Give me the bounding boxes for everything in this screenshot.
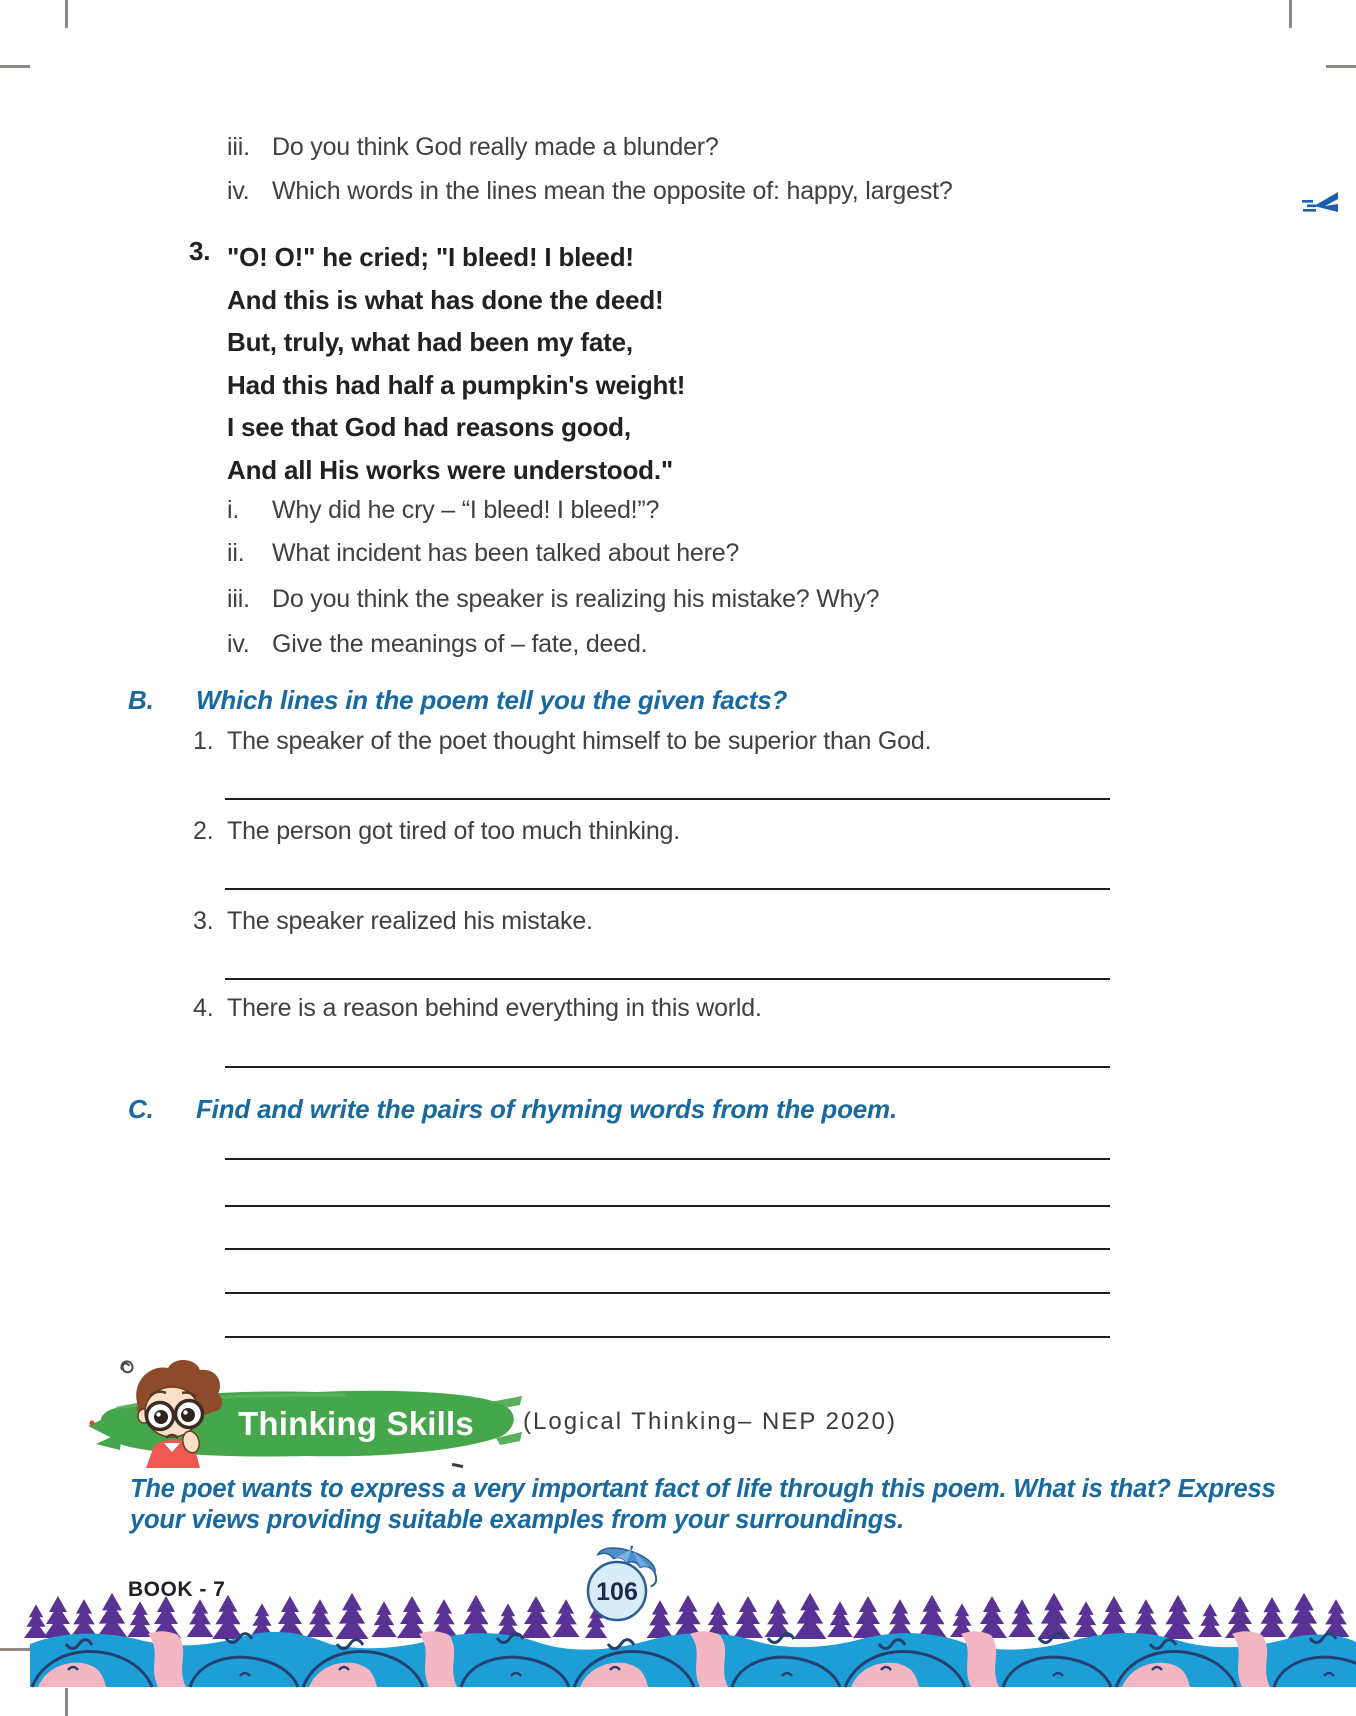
question-row	[227, 496, 659, 525]
question-numeral: iv.	[227, 630, 250, 658]
section-label: B.	[128, 685, 154, 715]
question-text: Do you think God really made a blunder?	[272, 133, 719, 161]
section-label: C.	[128, 1094, 154, 1124]
question-text: Do you think the speaker is realizing his mistake? Why?	[272, 585, 880, 613]
prompt-line: The poet wants to express a very important fact of life through this poem. What is that? Express	[130, 1475, 1276, 1503]
answer-line	[225, 1292, 1110, 1294]
answer-line	[225, 978, 1110, 980]
thinking-skills-banner-label: Thinking Skills	[238, 1405, 474, 1442]
page-number: 106	[596, 1578, 638, 1606]
question-row	[227, 133, 719, 162]
question-numeral: iii.	[227, 133, 250, 161]
answer-line	[225, 1066, 1110, 1068]
crop-mark-top-right-horizontal	[1326, 65, 1356, 68]
crop-mark-top-left-vertical	[65, 0, 68, 28]
thinking-boy-illustration	[92, 1348, 244, 1468]
banner-subtitle: (Logical Thinking– NEP 2020)	[523, 1408, 897, 1435]
question-numeral: iv.	[227, 177, 250, 205]
answer-line	[225, 1205, 1110, 1207]
fact-number: 3.	[193, 907, 214, 935]
fact-text: The speaker of the poet thought himself to be superior than God.	[227, 727, 932, 755]
poem-line: "O! O!" he cried; "I bleed! I bleed!	[227, 242, 634, 272]
question-text: Which words in the lines mean the opposite of: happy, largest?	[272, 177, 953, 205]
question-text: Why did he cry – “I bleed! I bleed!”?	[272, 496, 660, 524]
question-numeral: iii.	[227, 585, 250, 613]
fact-row	[193, 907, 593, 936]
paper-plane-icon	[1300, 190, 1342, 218]
fact-text: There is a reason behind everything in this world.	[227, 994, 762, 1022]
question-numeral: ii.	[227, 539, 245, 567]
fact-number: 2.	[193, 817, 214, 845]
stanza-number: 3.	[189, 236, 211, 266]
fact-number: 1.	[193, 727, 214, 755]
answer-line	[225, 888, 1110, 890]
section-title: Which lines in the poem tell you the given facts?	[196, 685, 788, 715]
scribble-icon	[121, 1361, 132, 1372]
fact-text: The person got tired of too much thinking.	[227, 817, 680, 845]
thinking-skills-prompt	[130, 1474, 1276, 1536]
poem-stanza-block	[189, 236, 685, 491]
fact-row	[193, 817, 680, 846]
crop-mark-top-right-vertical	[1289, 0, 1292, 28]
fact-row	[193, 994, 762, 1023]
prompt-line: your views providing suitable examples from your surroundings.	[130, 1506, 905, 1534]
question-row	[227, 177, 953, 206]
question-text: What incident has been talked about here?	[272, 539, 740, 567]
section-title: Find and write the pairs of rhyming words from the poem.	[196, 1094, 897, 1124]
footer-artwork	[0, 1540, 1356, 1716]
poem-line: And all His works were understood."	[227, 454, 673, 485]
poem-stanza	[227, 236, 685, 491]
question-text: Give the meanings of – fate, deed.	[272, 630, 648, 658]
question-row	[227, 585, 879, 614]
poem-line: I see that God had reasons good,	[227, 412, 631, 442]
answer-line	[225, 1248, 1110, 1250]
crop-mark-top-left-horizontal	[0, 65, 30, 68]
poem-line: But, truly, what had been my fate,	[227, 327, 633, 357]
question-row	[227, 539, 739, 568]
question-numeral: i.	[227, 496, 240, 524]
fact-text: The speaker realized his mistake.	[227, 907, 593, 935]
answer-line	[225, 798, 1110, 800]
fact-number: 4.	[193, 994, 214, 1022]
book-label: BOOK - 7	[128, 1578, 226, 1601]
poem-line: Had this had half a pumpkin's weight!	[227, 369, 686, 400]
section-c-heading	[128, 1094, 897, 1125]
section-b-heading	[128, 685, 787, 716]
fact-row	[193, 727, 931, 756]
answer-line	[225, 1336, 1110, 1338]
question-row	[227, 630, 647, 659]
answer-line	[225, 1158, 1110, 1160]
poem-line: And this is what has done the deed!	[227, 284, 664, 315]
